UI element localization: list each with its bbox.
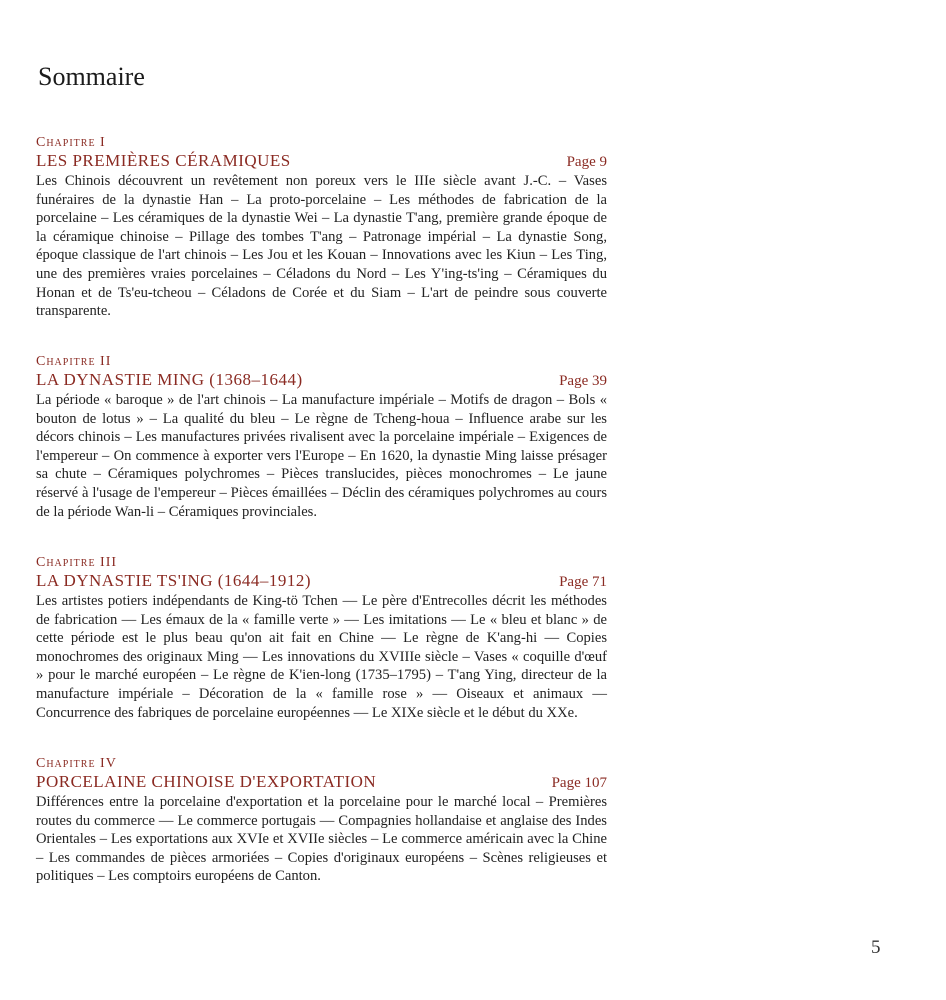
chapter-title: LA DYNASTIE TS'ING (1644–1912) <box>36 571 312 590</box>
chapter-1 <box>36 135 607 321</box>
chapter-page-ref: Page 39 <box>559 373 607 389</box>
chapter-heading <box>36 772 607 793</box>
chapter-summary: La période « baroque » de l'art chinois – La manufacture impériale – Motifs de dragon – Bols « bouton de lotus » – La qualité du bleu – Le règne de Tcheng-houa – Influence arabe sur les décors chinois – Les manufactures privées rivalisent avec la porcelaine impériale – Exigences de l'empereur – On commence à exporter vers l'Europe – En 1620, la dynastie Ming laisse présager sa chute – Céramiques polychromes – Pièces translucides, pièces monochromes – Le jaune réservé à l'usage de l'empereur – Pièces émaillées – Déclin des céramiques polychromes au cours de la période Wan-li – Céramiques provinciales. <box>36 392 607 520</box>
page-number: 5 <box>871 937 881 958</box>
chapter-3 <box>36 555 607 722</box>
chapter-2 <box>36 354 607 521</box>
chapter-title: PORCELAINE CHINOISE D'EXPORTATION <box>36 772 377 791</box>
chapter-number: Chapitre IV <box>36 756 117 771</box>
chapter-summary: Les artistes potiers indépendants de King-tö Tchen — Le père d'Entrecolles décrit les méthodes de fabrication — Les émaux de la « famille verte » — Les imitations — Le « bleu et blanc » de cette période est le plus beau qu'on ait fait en Chine — Le règne de K'ang-hi — Copies monochromes des originaux Ming — Les innovations du XVIIIe siècle – Vases « coquille d'œuf » pour le marché européen – Le règne de K'ien-long (1735–1795) – T'ang Ying, directeur de la manufacture impériale – Décoration de la « famille rose » — Oiseaux et animaux — Concurrence des fabriques de porcelaine européennes — Le XIXe siècle et le début du XXe. <box>36 593 607 721</box>
chapter-number: Chapitre II <box>36 354 112 369</box>
chapter-number: Chapitre III <box>36 555 118 570</box>
chapter-title: LA DYNASTIE MING (1368–1644) <box>36 370 303 389</box>
chapter-summary: Différences entre la porcelaine d'exportation et la porcelaine pour le marché local – Premières routes du commerce — Le commerce portugais — Compagnies hollandaise et anglaise des Indes Orientales – Les exportations aux XVIe et XVIIe siècles – Le commerce américain avec la Chine – Les commandes de pièces armoriées – Copies d'originaux européens – Scènes religieuses et politiques – Les comptoirs européens de Canton. <box>36 794 607 885</box>
chapter-page-ref: Page 71 <box>559 574 607 590</box>
chapter-heading <box>36 151 607 172</box>
chapter-heading <box>36 370 607 391</box>
chapter-heading <box>36 571 607 592</box>
chapter-page-ref: Page 9 <box>566 154 607 170</box>
page-title: Sommaire <box>38 62 145 91</box>
chapter-page-ref: Page 107 <box>551 775 607 791</box>
chapter-4 <box>36 756 607 886</box>
chapter-title: LES PREMIÈRES CÉRAMIQUES <box>36 151 291 170</box>
chapter-number: Chapitre I <box>36 135 106 150</box>
chapter-summary: Les Chinois découvrent un revêtement non poreux vers le IIIe siècle avant J.-C. – Vases funéraires de la dynastie Han – La proto-porcelaine – Les méthodes de fabrication de la porcelaine – Les céramiques de la dynastie Wei – La dynastie T'ang, première grande époque de la céramique chinoise – Pillage des tombes T'ang – Patronage impérial – La dynastie Song, époque classique de l'art chinois – Les Jou et les Kouan – Innovations avec les Kiun – Les Ting, une des premières vraies porcelaines – Céladons du Nord – Les Y'ing-ts'ing – Céramiques du Honan et de Ts'eu-tcheou – Céladons de Corée et du Siam – L'art de peindre sous couverte transparente. <box>36 173 607 320</box>
